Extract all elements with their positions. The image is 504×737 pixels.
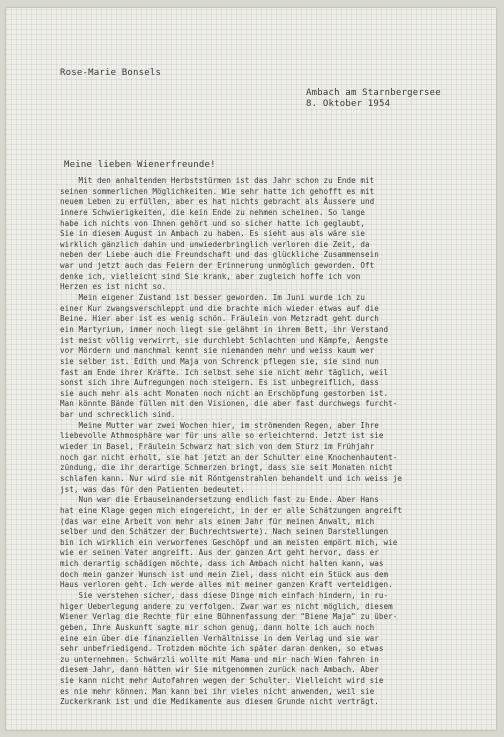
letter-line: Zuckerkrank ist und die Medikamente aus diesem Grunde nicht verträgt. bbox=[60, 697, 379, 707]
letter-line: war und jetzt auch das Feiern der Erinnerung unmöglich geworden. Oft bbox=[60, 261, 375, 271]
letter-line: eine ein über die finanziellen Verhältnisse in dem Verlag und sie war bbox=[60, 633, 379, 643]
letter-place: Ambach am Starnbergersee bbox=[306, 88, 441, 98]
sender-name: Rose-Marie Bonsels bbox=[60, 68, 162, 78]
letter-line: neuem Leben zu erfüllen, aber es hat nichts gebracht als Äussere und bbox=[60, 197, 375, 207]
letter-line: bar und schrecklich sind. bbox=[60, 410, 176, 420]
letter-line: (das war eine Arbeit von mehr als einem Jahr für meinen Anwalt, mich bbox=[60, 516, 375, 526]
letter-line: Wiener Verlag die Rechte für eine Bühnenfassung der "Biene Maja" zu über- bbox=[60, 612, 398, 622]
salutation: Meine lieben Wienerfreunde! bbox=[64, 160, 216, 170]
letter-line: diesem Jahr, dann hätten wir Sie mitgenommen zurück nach Ambach. Aber bbox=[60, 665, 379, 675]
letter-line: neben der Liebe auch die Freundschaft und das glückliche Zusammensein bbox=[60, 250, 379, 260]
letter-line: seinen sommerlichen Möglichkeiten. Wie sehr hatte ich gehofft es mit bbox=[60, 186, 375, 196]
letter-line: bin ich wirklich ein verworfenes Geschöpf und am meisten empört mich, wie bbox=[60, 537, 398, 547]
letter-body bbox=[60, 176, 504, 708]
letter-date: 8. Oktober 1954 bbox=[306, 99, 391, 109]
letter-line: ist meist völlig verwirrt, sie durchlebt Schlachten und Kämpfe, Aengste bbox=[60, 335, 389, 345]
letter-line: Man könnte Bände füllen mit den Visionen, die aber fast durchwegs furcht- bbox=[60, 399, 398, 409]
letter-line: higer Ueberlegung andere zu verfolgen. Zwar war es nicht möglich, diesem bbox=[60, 601, 393, 611]
letter-line: sie kann nicht mehr Autofahren wegen der Schulter. Vielleicht wird sie bbox=[60, 676, 384, 686]
letter-line: selber und den Schätzer der Buchrechtswerte). Nach seinen Darstellungen bbox=[60, 527, 389, 537]
letter-line: wie er seinen Vater angreift. Aus der ganzen Art geht hervor, dass er bbox=[60, 548, 379, 558]
letter-line: innere Schwierigkeiten, die kein Ende zu nehmen scheinen. So lange bbox=[60, 207, 366, 217]
letter-line: Meine Mutter war zwei Wochen hier, im strömenden Regen, aber Ihre bbox=[60, 420, 379, 430]
letter-line: wieder in Basel, Fräulein Schwarz hat sich von dem Sturz im Frühjahr bbox=[60, 442, 375, 452]
letter-line: hat eine Klage gegen mich eingereicht, in der er alle Schätzungen angreift bbox=[60, 505, 403, 515]
letter-line: Sie verstehen sicher, dass diese Dinge mich einfach hindern, in ru- bbox=[60, 590, 389, 600]
letter-line: geben, Ihre Auskunft sagte mir schon genug, dann holte ich auch noch bbox=[60, 622, 375, 632]
letter-line: denke ich, vielleicht sind Sie krank, aber zugleich hoffe ich von bbox=[60, 271, 361, 281]
letter-line: Haus verloren geht. Ich werde alles mit meiner ganzen Kraft verteidigen. bbox=[60, 580, 393, 590]
letter-line: doch mein ganzer Wunsch ist und mein Ziel, dass nicht ein Stück aus dem bbox=[60, 569, 389, 579]
letter-line: Mein eigener Zustand ist besser geworden. Im Juni wurde ich zu bbox=[60, 293, 366, 303]
place-date bbox=[306, 88, 441, 110]
letter-line: mich derartig schädigen möchte, dass ich Ambach nicht halten kann, was bbox=[60, 559, 384, 569]
letter-line: liebevolle Athmosphäre war für uns alle so erleichternd. Jetzt ist sie bbox=[60, 431, 384, 441]
letter-line: Mit den anhaltenden Herbststürmen ist das Jahr schon zu Ende mit bbox=[60, 176, 375, 185]
letter-line: habe ich nichts von Ihnen gehört und so sicher hatte ich geglaubt, bbox=[60, 218, 366, 228]
letter-page bbox=[6, 8, 496, 730]
letter-line: fast am Ende ihrer Kräfte. Ich selbst sehe sie nicht mehr täglich, weil bbox=[60, 367, 389, 377]
letter-line: Herzen es ist nicht so. bbox=[60, 282, 167, 292]
letter-line: Nun war die Erbauseinandersetzung endlich fast zu Ende. Aber Hans bbox=[60, 495, 379, 505]
letter-line: zu unternehmen. Schwärzli wollte mit Mama und mir nach Wien fahren in bbox=[60, 654, 379, 664]
letter-line: Beine. Hier aber ist es wenig schön. Fräulein von Metzradt geht durch bbox=[60, 314, 379, 324]
letter-line: es nie mehr können. Man kann bei ihr vieles nicht anwenden, weil sie bbox=[60, 686, 375, 696]
letter-line: schlafen kann. Nur wird sie mit Röntgenstrahlen behandelt und ich weiss je bbox=[60, 473, 403, 483]
letter-line: jst, was das für den Patienten bedeutet. bbox=[60, 484, 245, 494]
letter-line: einer Kur zwangsverschleppt und die brachte mich wieder etwas auf die bbox=[60, 303, 379, 313]
letter-line: zündung, die ihr derartige Schmerzen bringt, dass sie seit Monaten nicht bbox=[60, 463, 393, 473]
letter-line: sonst sich ihre Aufregungen noch steigern. Es ist unbegreiflich, dass bbox=[60, 378, 379, 388]
letter-line: vor Mördern und manchmal kennt sie niemanden mehr und weiss kaum wer bbox=[60, 346, 375, 356]
letter-line: sie auch mehr als acht Monaten noch nicht an Erschöpfung gestorben ist. bbox=[60, 388, 389, 398]
letter-line: ein Martyrium, immer noch liegt sie gelähmt in ihrem Bett, ihr Verstand bbox=[60, 324, 389, 334]
letter-line: noch gar nicht erholt, sie hat jetzt an der Schulter eine Knochenhautent- bbox=[60, 452, 398, 462]
letter-line: sie selber ist. Edith und Maja von Schrenck pflegen sie, sie sind nun bbox=[60, 356, 379, 366]
letter-line: wirklich gänzlich dahin und unwiederbringlich verloren die Zeit, da bbox=[60, 239, 370, 249]
letter-line: sehr unbefriedigend. Trotzdem möchte ich später daran denken, so etwas bbox=[60, 644, 384, 654]
letter-line: Sie in diesem August in Ambach zu haben. Es sieht aus als wäre sie bbox=[60, 229, 366, 239]
